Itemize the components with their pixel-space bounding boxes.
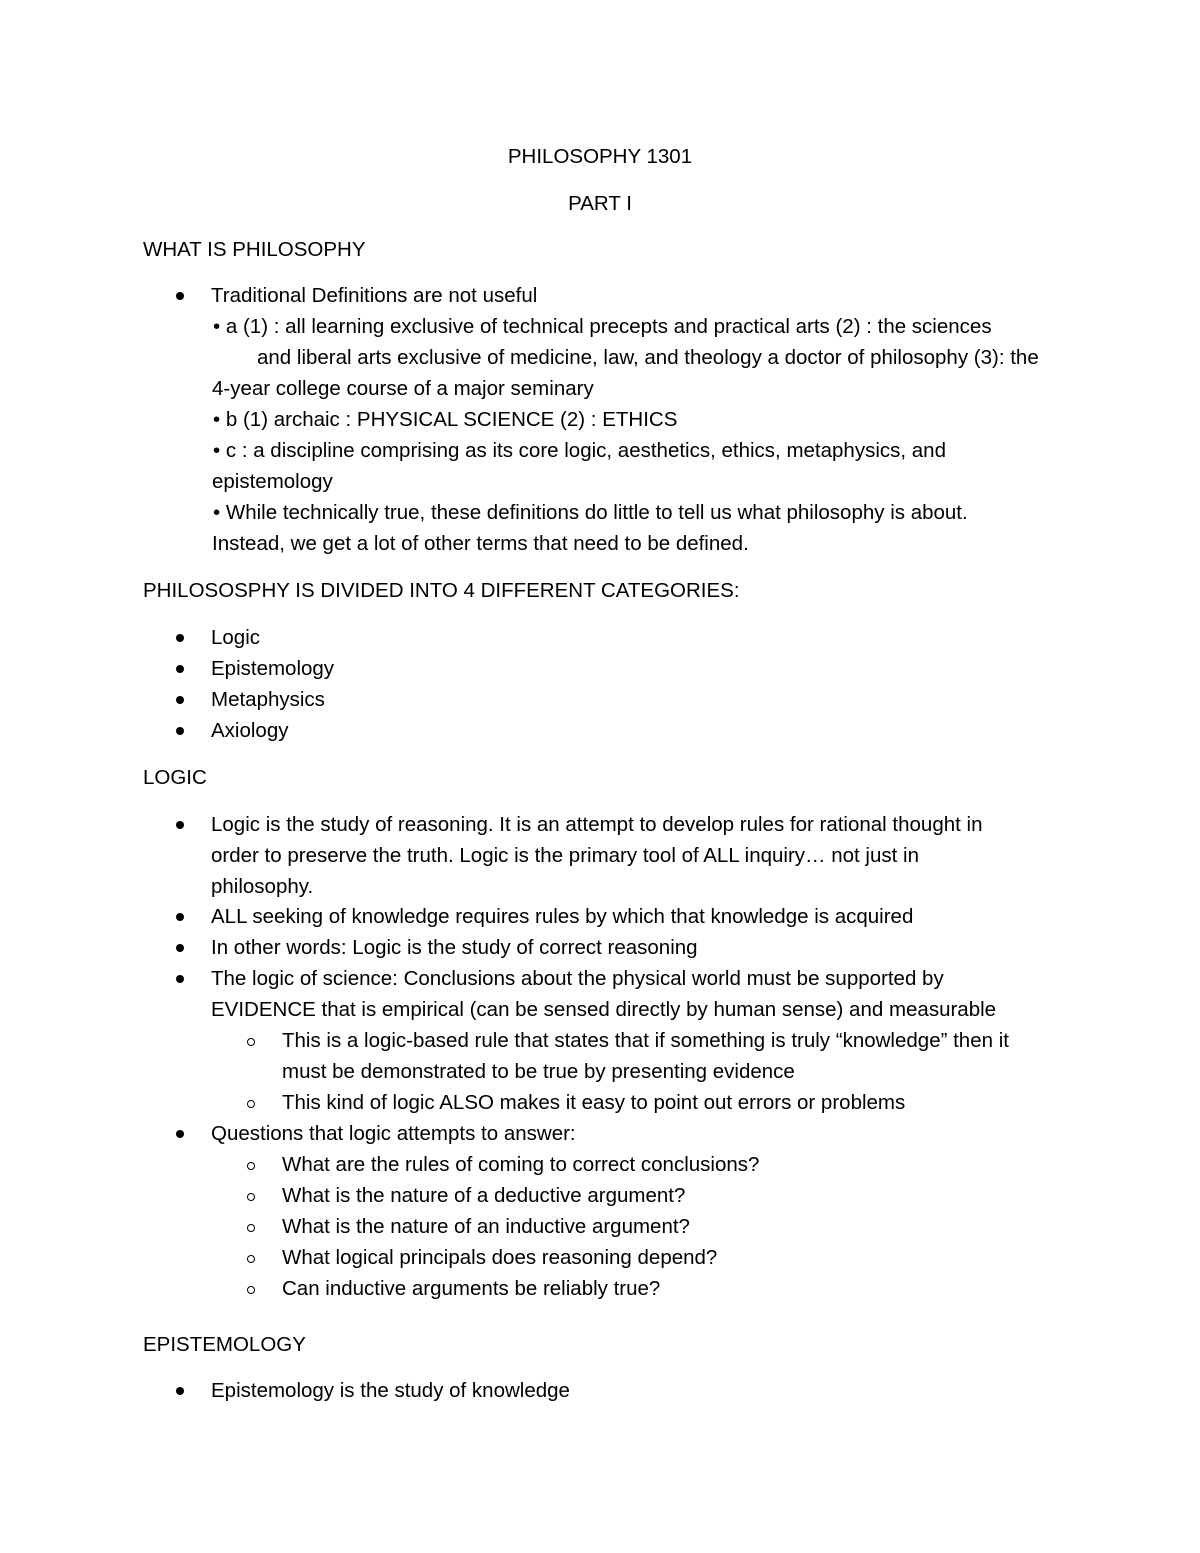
list-item: ALL seeking of knowledge requires rules by which that knowledge is acquired <box>211 905 914 928</box>
text-line: epistemology <box>212 470 333 493</box>
text-line: 4-year college course of a major seminary <box>212 377 594 400</box>
text-line: Instead, we get a lot of other terms that need to be defined. <box>212 532 749 555</box>
document-title: PHILOSOPHY 1301 <box>507 145 693 168</box>
sub-list-item: Can inductive arguments be reliably true? <box>282 1277 661 1300</box>
list-item: The logic of science: Conclusions about the physical world must be supported by <box>211 967 944 990</box>
bullet-icon <box>176 665 184 673</box>
text-line: order to preserve the truth. Logic is the primary tool of ALL inquiry… not just in <box>211 844 919 867</box>
list-item: Traditional Definitions are not useful <box>211 284 538 307</box>
sub-list-item: This kind of logic ALSO makes it easy to point out errors or problems <box>282 1091 906 1114</box>
sub-list-item: This is a logic-based rule that states that if something is truly “knowledge” then it <box>282 1029 1009 1052</box>
list-item: Logic is the study of reasoning. It is an attempt to develop rules for rational thought in <box>211 813 983 836</box>
sub-list-item: What is the nature of a deductive argument? <box>282 1184 686 1207</box>
sub-list-item: What is the nature of an inductive argument? <box>282 1215 690 1238</box>
section-heading-logic: LOGIC <box>143 766 207 789</box>
circle-bullet-icon <box>247 1255 255 1263</box>
section-heading-what-is-philosophy: WHAT IS PHILOSOPHY <box>143 238 366 261</box>
text-line: • While technically true, these definitions do little to tell us what philosophy is about. <box>213 501 968 524</box>
bullet-icon <box>176 1387 184 1395</box>
circle-bullet-icon <box>247 1193 255 1201</box>
bullet-icon <box>176 821 184 829</box>
sub-list-item: What are the rules of coming to correct conclusions? <box>282 1153 760 1176</box>
bullet-icon <box>176 944 184 952</box>
list-item: Axiology <box>211 719 289 742</box>
section-heading-categories: PHILOSOSPHY IS DIVIDED INTO 4 DIFFERENT CATEGORIES: <box>143 579 740 602</box>
bullet-icon <box>176 1130 184 1138</box>
text-line: • a (1) : all learning exclusive of technical precepts and practical arts (2) : the sciences <box>213 315 992 338</box>
text-line: philosophy. <box>211 875 314 898</box>
text-line: • b (1) archaic : PHYSICAL SCIENCE (2) : ETHICS <box>213 408 678 431</box>
list-item: Questions that logic attempts to answer: <box>211 1122 576 1145</box>
text-line: EVIDENCE that is empirical (can be sensed directly by human sense) and measurable <box>211 998 997 1021</box>
document-subtitle: PART I <box>568 192 632 215</box>
text-line: and liberal arts exclusive of medicine, law, and theology a doctor of philosophy (3): the <box>257 346 1039 369</box>
list-item: Epistemology <box>211 657 335 680</box>
list-item: Metaphysics <box>211 688 325 711</box>
list-item: In other words: Logic is the study of correct reasoning <box>211 936 698 959</box>
bullet-icon <box>176 696 184 704</box>
circle-bullet-icon <box>247 1038 255 1046</box>
list-item: Logic <box>211 626 261 649</box>
section-heading-epistemology: EPISTEMOLOGY <box>143 1333 306 1356</box>
bullet-icon <box>176 975 184 983</box>
text-line: • c : a discipline comprising as its core logic, aesthetics, ethics, metaphysics, and <box>213 439 946 462</box>
circle-bullet-icon <box>247 1100 255 1108</box>
circle-bullet-icon <box>247 1162 255 1170</box>
bullet-icon <box>176 634 184 642</box>
text-line: must be demonstrated to be true by presenting evidence <box>282 1060 795 1083</box>
bullet-icon <box>176 292 184 300</box>
circle-bullet-icon <box>247 1286 255 1294</box>
sub-list-item: What logical principals does reasoning depend? <box>282 1246 718 1269</box>
bullet-icon <box>176 913 184 921</box>
list-item: Epistemology is the study of knowledge <box>211 1379 570 1402</box>
circle-bullet-icon <box>247 1224 255 1232</box>
bullet-icon <box>176 727 184 735</box>
